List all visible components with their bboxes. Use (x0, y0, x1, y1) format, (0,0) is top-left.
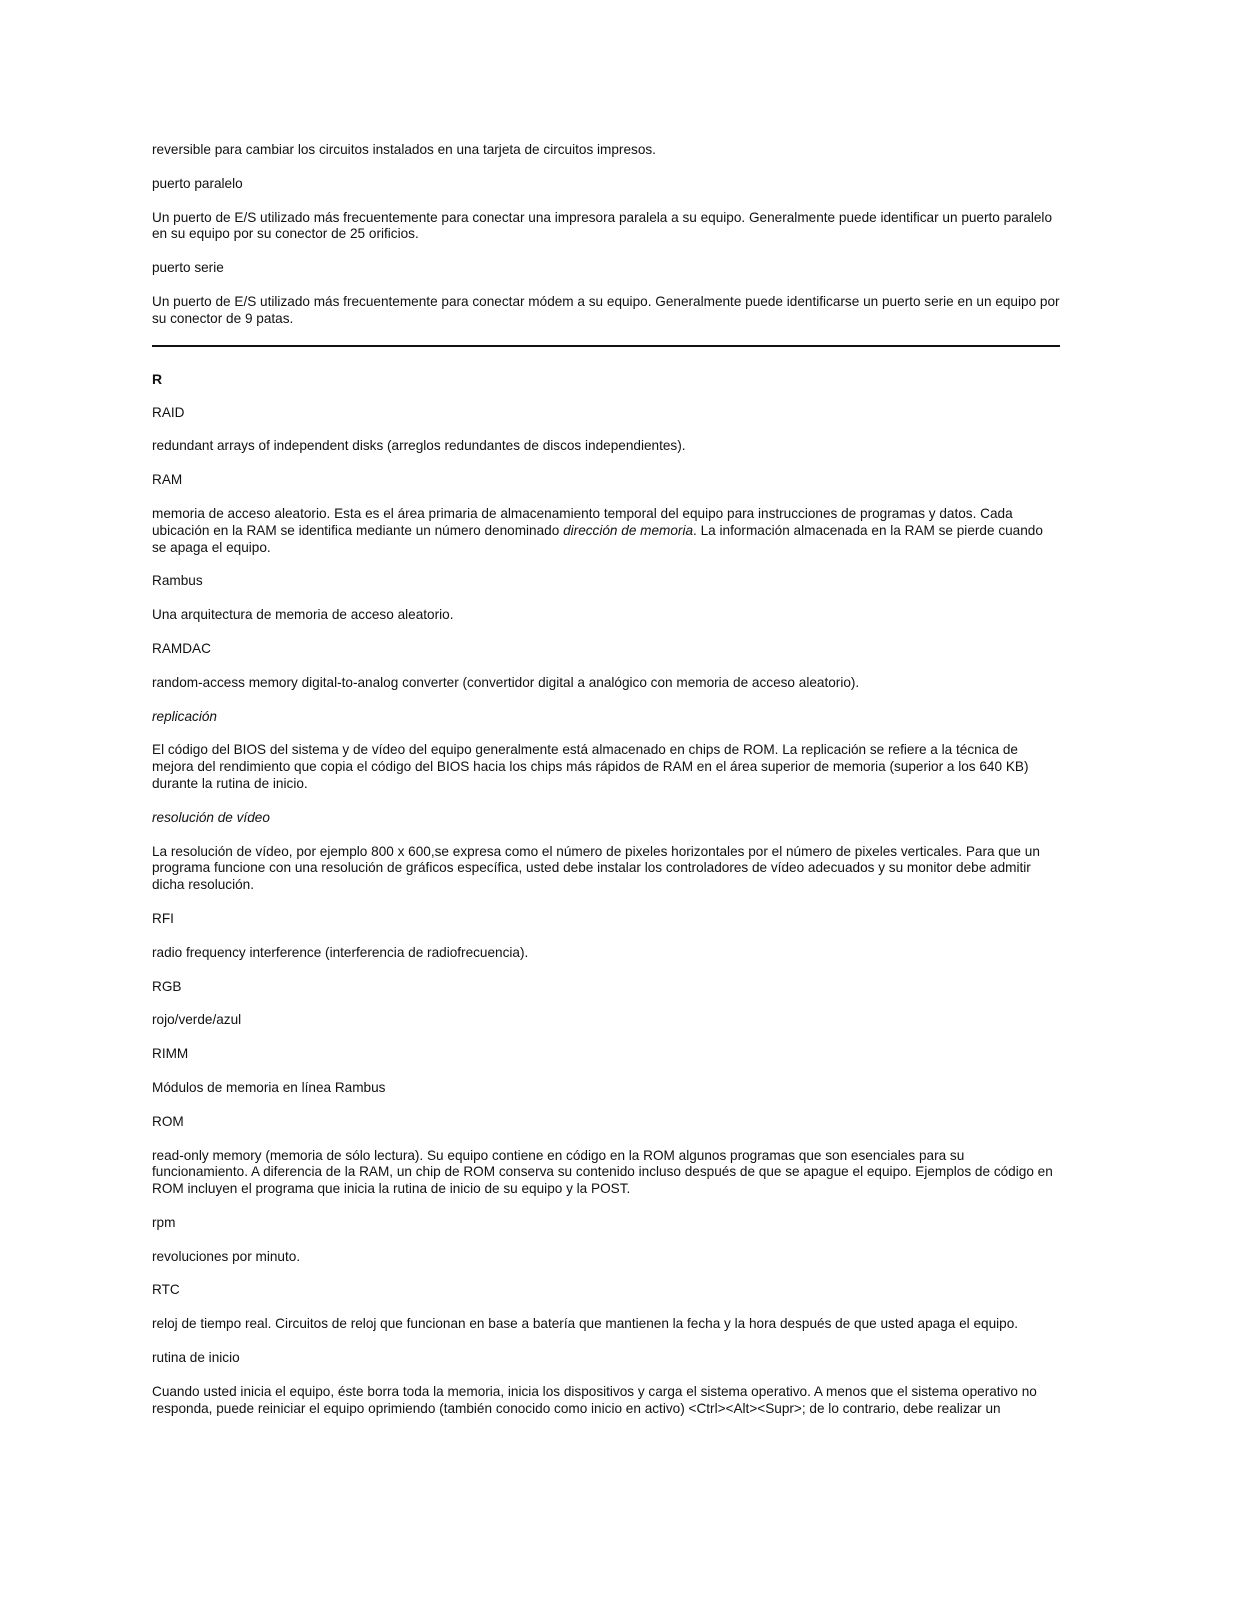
term-rfi: RFI (152, 910, 174, 926)
continuation-text: reversible para cambiar los circuitos instalados en una tarjeta de circuitos impresos. (152, 142, 656, 157)
definition-rfi: radio frequency interference (interferencia de radiofrecuencia). (152, 944, 529, 960)
definition-puerto-serie: Un puerto de E/S utilizado más frecuentemente para conectar módem a su equipo. Generalmente puede identificarse un puerto serie en un equipo por su conector de 9 patas. (152, 293, 1060, 326)
definition-replicacion: El código del BIOS del sistema y de vídeo del equipo generalmente está almacenado en chips de ROM. La replicación se refiere a la técnica de mejora del rendimiento que copia el código del BIOS hacia los chips más rápidos de RAM en el área superior de memoria (superior a los 640 KB) durante la rutina de inicio. (152, 742, 1029, 791)
definition-resolucion-de-video: La resolución de vídeo, por ejemplo 800 x 600,se expresa como el número de pixeles horizontales por el número de pixeles verticales. Para que un programa funcione con una resolución de gráficos específica, usted debe instalar los controladores de vídeo adecuados y su monitor debe admitir dicha resolución. (152, 843, 1040, 893)
term-rutina-de-inicio: rutina de inicio (152, 1350, 240, 1366)
term-rgb: RGB (152, 978, 182, 994)
definition-rpm: revoluciones por minuto. (152, 1248, 301, 1264)
term-rom: ROM (152, 1113, 184, 1129)
definition-ram-emphasis: dirección de memoria (563, 522, 694, 538)
definition-rutina-de-inicio: Cuando usted inicia el equipo, éste borra toda la memoria, inicia los dispositivos y carga el sistema operativo. A menos que el sistema operativo no responda, puede reiniciar el equipo oprimiendo (también conocido como inicio en activo) <Ctrl><Alt><Supr>; de lo contrario, debe realizar un (152, 1383, 1037, 1416)
definition-ram (152, 506, 1060, 556)
definition-rom: read-only memory (memoria de sólo lectura). Su equipo contiene en código en la ROM algunos programas que son esenciales para su funcionamiento. A diferencia de la RAM, un chip de ROM conserva su contenido incluso después de que se apague el equipo. Ejemplos de código en ROM incluyen el programa que inicia la rutina de inicio de su equipo y la POST. (152, 1147, 1053, 1197)
term-puerto-serie: puerto serie (152, 260, 224, 276)
term-rpm: rpm (152, 1214, 176, 1230)
term-rtc: RTC (152, 1282, 180, 1298)
definition-rambus: Una arquitectura de memoria de acceso aleatorio. (152, 607, 454, 623)
term-resolucion-de-video: resolución de vídeo (152, 809, 270, 825)
term-ramdac: RAMDAC (152, 640, 211, 656)
section-divider (152, 345, 1060, 347)
term-raid: RAID (152, 404, 185, 420)
definition-rtc: reloj de tiempo real. Circuitos de reloj que funcionan en base a batería que mantienen la fecha y la hora después de que usted apaga el equipo. (152, 1316, 1019, 1332)
document-page (152, 142, 1060, 1434)
term-rambus: Rambus (152, 573, 203, 589)
definition-rimm: Módulos de memoria en línea Rambus (152, 1079, 386, 1095)
definition-rgb: rojo/verde/azul (152, 1012, 242, 1028)
term-rimm: RIMM (152, 1046, 189, 1062)
term-replicacion: replicación (152, 708, 217, 724)
definition-puerto-paralelo: Un puerto de E/S utilizado más frecuentemente para conectar una impresora paralela a su equipo. Generalmente puede identificar un puerto paralelo en su equipo por su conector de 25 orificios. (152, 209, 1053, 242)
definition-ramdac: random-access memory digital-to-analog converter (convertidor digital a analógico con memoria de acceso aleatorio). (152, 674, 860, 690)
definition-raid: redundant arrays of independent disks (arreglos redundantes de discos independientes). (152, 438, 686, 454)
definition-ram-part1: memoria de acceso aleatorio. Esta es el área primaria de almacenamiento temporal del equipo para instrucciones de programas y datos. Cada ubicación en la RAM se identifica mediante un número denominado (152, 505, 1013, 538)
definition-ram-part2: . La información almacenada en la RAM se pierde cuando se apaga el equipo. (152, 522, 1043, 555)
term-ram: RAM (152, 472, 183, 488)
term-puerto-paralelo: puerto paralelo (152, 175, 243, 191)
section-letter: R (152, 370, 163, 387)
